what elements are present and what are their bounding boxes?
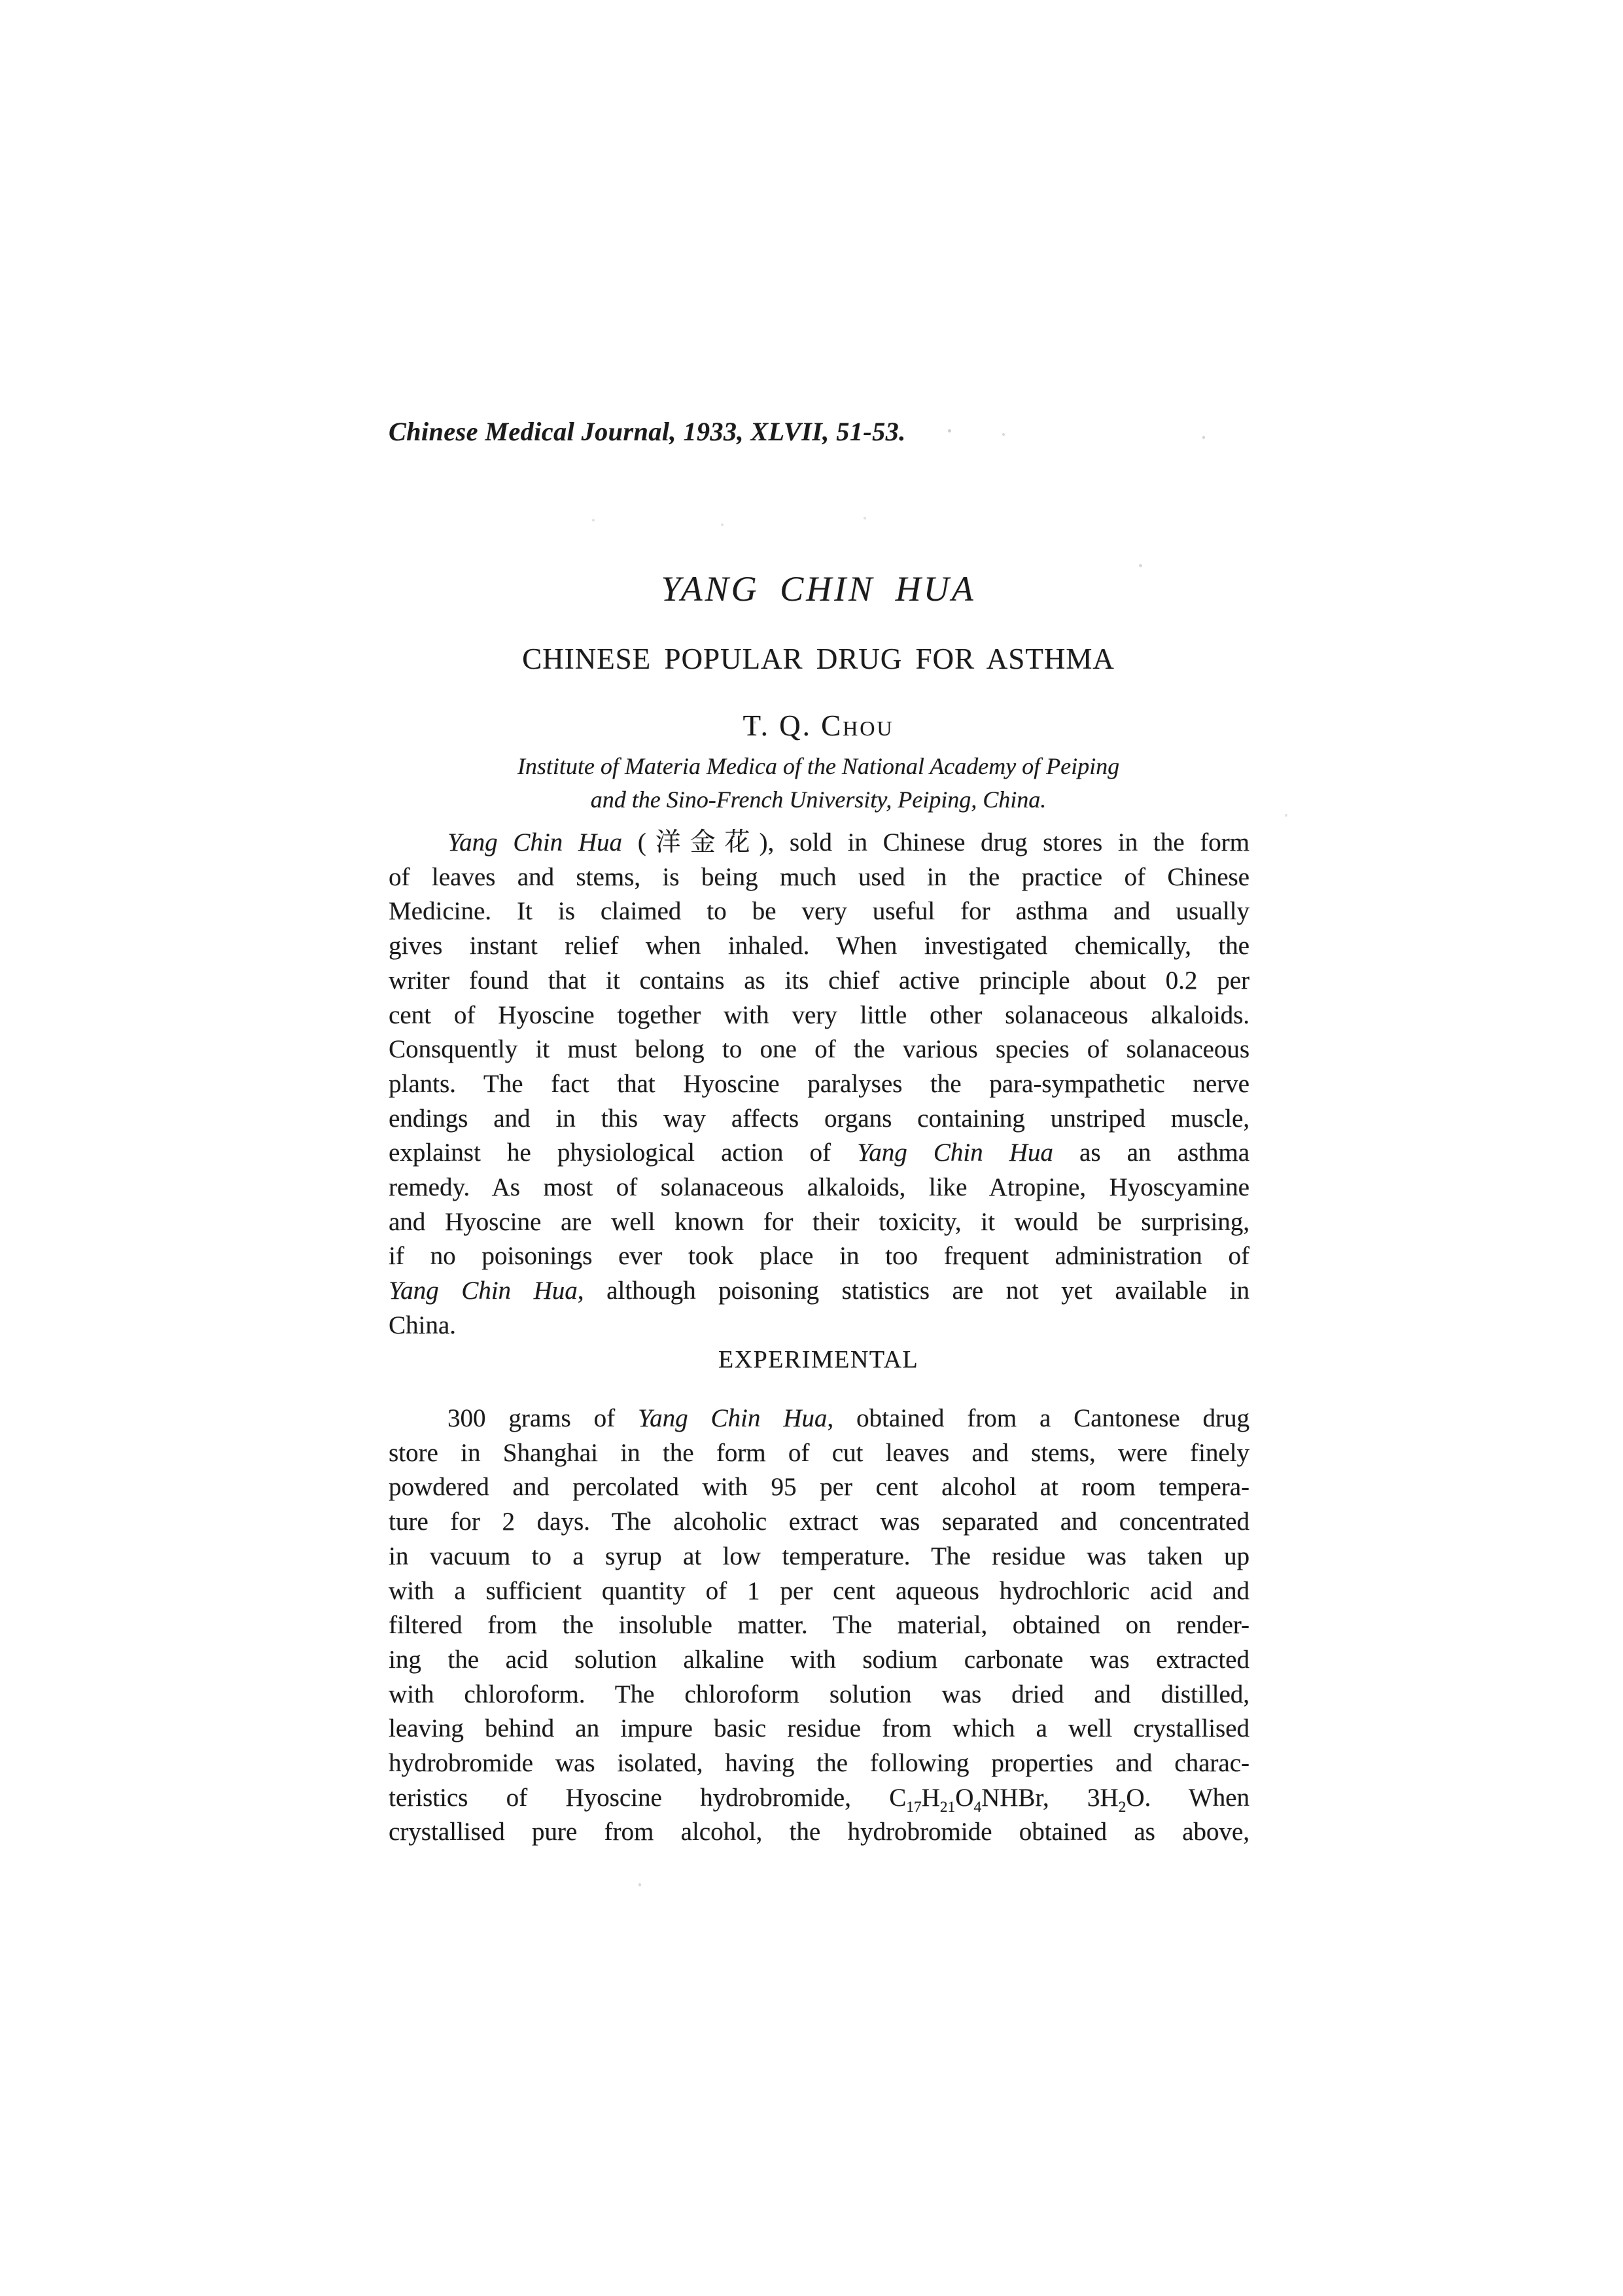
text-line [389, 1746, 1249, 1781]
text-line [389, 1402, 1249, 1436]
text-line [389, 1470, 1249, 1505]
text-segment: and Hyoscine are well known for their toxicity, it would be surprising, [389, 1207, 1249, 1236]
text-segment: Yang Chin Hua [857, 1139, 1053, 1167]
text-segment: store in Shanghai in the form of cut leaves and stems, were finely [389, 1438, 1249, 1467]
text-line [389, 1540, 1249, 1574]
text-line [389, 964, 1249, 998]
text-line [389, 1102, 1249, 1137]
text-segment: , although poisoning statistics are not yet available in [577, 1277, 1249, 1305]
scan-speck [1285, 814, 1287, 817]
text-line [389, 1309, 1249, 1343]
journal-citation: Chinese Medical Journal, 1933, XLVII, 51-53. [389, 417, 906, 446]
text-line [389, 929, 1249, 964]
scan-speck [1202, 436, 1205, 439]
text-line [389, 1067, 1249, 1102]
text-line [389, 826, 1249, 860]
scan-speck [592, 519, 595, 521]
article-subtitle: CHINESE POPULAR DRUG FOR ASTHMA [522, 643, 1115, 675]
text-segment: gives instant relief when inhaled. When investigated chemically, the [389, 932, 1249, 961]
scan-speck [948, 429, 951, 433]
text-segment: hydrobromide was isolated, having the following properties and charac- [389, 1749, 1249, 1778]
text-line [389, 1033, 1249, 1067]
text-segment: H [921, 1783, 940, 1812]
text-segment: filtered from the insoluble matter. The material, obtained on render- [389, 1611, 1249, 1640]
scan-speck [864, 517, 866, 520]
text-segment: as an asthma [1053, 1139, 1250, 1167]
text-line [389, 1205, 1249, 1240]
scan-speck [1139, 564, 1142, 567]
scan-speck [754, 721, 756, 724]
text-line [389, 1781, 1249, 1816]
text-segment: 4 [973, 1798, 982, 1816]
text-segment: in vacuum to a syrup at low temperature. The residue was taken up [389, 1542, 1249, 1570]
text-segment: Yang Chin Hua [447, 828, 623, 857]
text-segment: 21 [939, 1798, 956, 1816]
text-line [389, 860, 1249, 895]
article-title: YANG CHIN HUA [661, 569, 976, 609]
text-segment: ture for 2 days. The alcoholic extract was separated and concentrated [389, 1508, 1249, 1536]
text-segment: leaving behind an impure basic residue from which a well crystallised [389, 1714, 1249, 1743]
text-segment: 2 [1118, 1798, 1126, 1816]
text-line [389, 1574, 1249, 1609]
text-line [389, 1678, 1249, 1712]
text-line [389, 1505, 1249, 1540]
text-segment: 17 [906, 1798, 922, 1816]
text-line [389, 1274, 1249, 1309]
text-segment: if no poisonings ever took place in too frequent administration of [389, 1242, 1249, 1271]
text-segment: powdered and percolated with 95 per cent alcohol at room tempera- [389, 1473, 1249, 1502]
section-heading-experimental: EXPERIMENTAL [718, 1346, 919, 1373]
text-line [389, 1436, 1249, 1471]
text-segment: plants. The fact that Hyoscine paralyses the para-sympathetic nerve [389, 1069, 1249, 1098]
text-segment: with a sufficient quantity of 1 per cent aqueous hydrochloric acid and [389, 1576, 1249, 1605]
author-affiliation [381, 750, 1255, 817]
text-segment: of leaves and stems, is being much used in the practice of Chinese [389, 862, 1249, 891]
text-segment: (洋金花), sold in Chinese drug stores in the form [622, 828, 1250, 857]
text-segment: writer found that it contains as its chief active principle about 0.2 per [389, 966, 1249, 995]
text-segment: ing the acid solution alkaline with sodium carbonate was extracted [389, 1645, 1249, 1674]
text-line [389, 1643, 1249, 1678]
text-line [389, 1815, 1249, 1850]
text-line [389, 1239, 1249, 1274]
text-line [389, 894, 1249, 929]
text-segment: cent of Hyoscine together with very little other solanaceous alkaloids. [389, 1000, 1249, 1029]
text-segment: remedy. As most of solanaceous alkaloids, like Atropine, Hyoscyamine [389, 1173, 1249, 1202]
text-line [389, 1608, 1249, 1643]
text-segment: O [955, 1783, 974, 1812]
text-line [389, 998, 1249, 1033]
author-name: T. Q. Chou [742, 709, 894, 742]
text-segment: with chloroform. The chloroform solution was dried and distilled, [389, 1680, 1249, 1708]
text-segment: O. When [1126, 1783, 1249, 1812]
scan-speck [721, 523, 724, 526]
paragraph-experimental [389, 1402, 1249, 1850]
scan-speck [638, 1883, 641, 1886]
text-segment: Consquently it must belong to one of the various species of solanaceous [389, 1035, 1249, 1064]
text-segment: China. [389, 1311, 456, 1339]
text-segment: 300 grams of [447, 1404, 638, 1432]
affiliation-line-1: Institute of Materia Medica of the National Academy of Peiping [517, 753, 1120, 779]
text-segment: , obtained from a Cantonese drug [827, 1404, 1249, 1432]
text-segment: explainst he physiological action of [389, 1139, 858, 1167]
affiliation-line-2: and the Sino-French University, Peiping, China. [590, 786, 1047, 813]
text-line [389, 1712, 1249, 1746]
text-line [389, 1171, 1249, 1205]
text-segment: NHBr, 3H [981, 1783, 1119, 1812]
text-segment: endings and in this way affects organs containing unstriped muscle, [389, 1104, 1249, 1133]
text-segment: Yang Chin Hua [389, 1277, 578, 1305]
text-segment: Medicine. It is claimed to be very useful for asthma and usually [389, 897, 1249, 926]
paragraph-introduction [389, 826, 1249, 1343]
text-line [389, 1136, 1249, 1171]
scan-speck [1002, 433, 1005, 436]
text-segment: teristics of Hyoscine hydrobromide, C [389, 1783, 907, 1812]
text-segment: crystallised pure from alcohol, the hydrobromide obtained as above, [389, 1818, 1249, 1846]
text-segment: Yang Chin Hua [637, 1404, 828, 1432]
